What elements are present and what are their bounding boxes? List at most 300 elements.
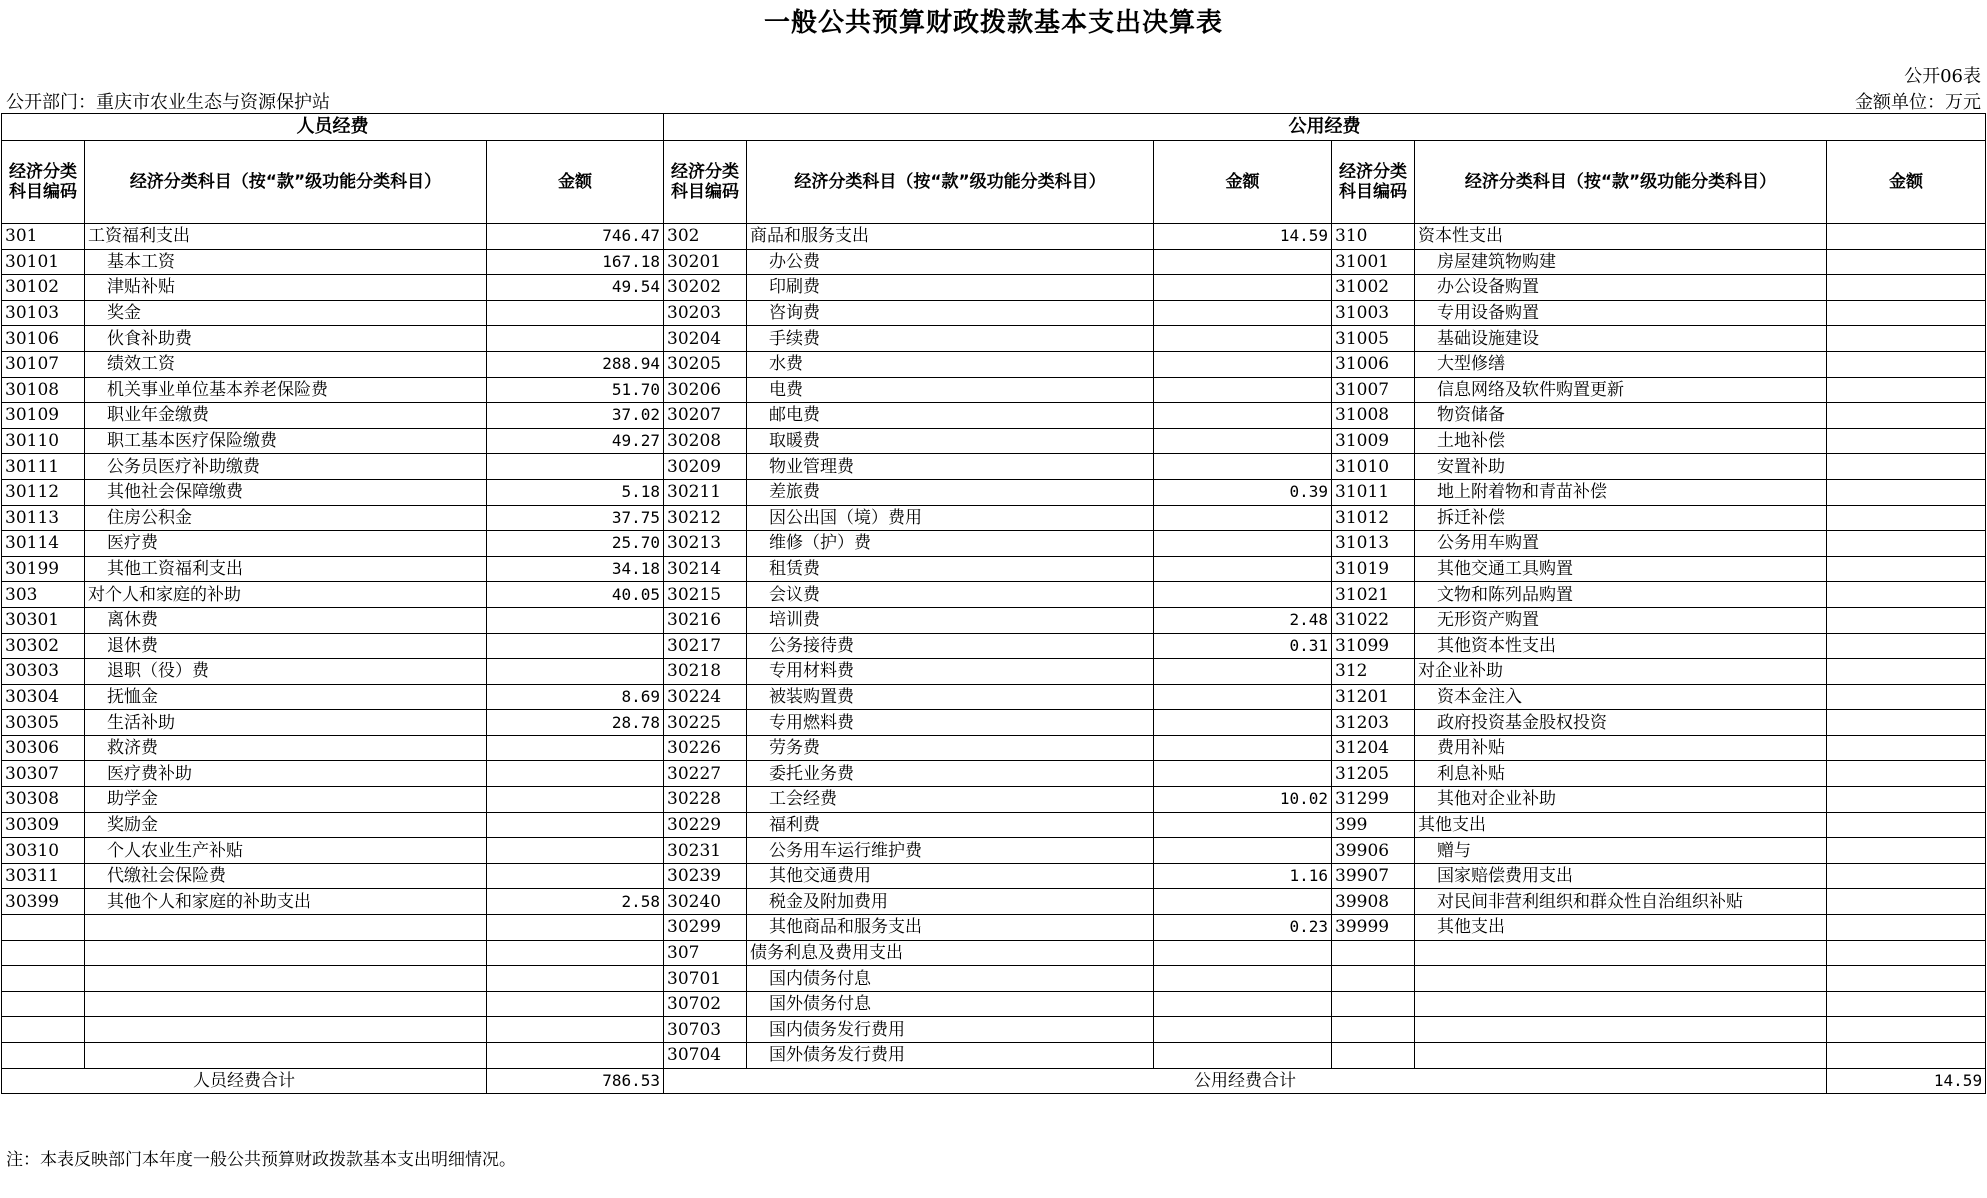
cell-code: 30307 bbox=[2, 761, 85, 787]
cell-amount bbox=[1154, 275, 1332, 301]
table-row bbox=[2, 224, 1986, 250]
header-code: 经济分类科目编码 bbox=[1332, 141, 1415, 224]
cell-name: 其他商品和服务支出 bbox=[747, 915, 1154, 941]
cell-name: 税金及附加费用 bbox=[747, 889, 1154, 915]
cell-amount bbox=[1154, 300, 1332, 326]
cell-code: 30216 bbox=[664, 607, 747, 633]
cell-amount: 1.16 bbox=[1154, 863, 1332, 889]
cell-amount bbox=[1827, 991, 1986, 1017]
cell-code: 30212 bbox=[664, 505, 747, 531]
cell-name: 奖金 bbox=[85, 300, 487, 326]
table-row bbox=[2, 582, 1986, 608]
cell-name bbox=[85, 1043, 487, 1069]
cell-name: 国外债务发行费用 bbox=[747, 1043, 1154, 1069]
table-row bbox=[2, 403, 1986, 429]
cell-name: 差旅费 bbox=[747, 479, 1154, 505]
cell-amount bbox=[1827, 812, 1986, 838]
cell-name: 信息网络及软件购置更新 bbox=[1415, 377, 1827, 403]
cell-code: 39906 bbox=[1332, 838, 1415, 864]
header-name: 经济分类科目（按“款”级功能分类科目） bbox=[1415, 141, 1827, 224]
cell-name: 地上附着物和青苗补偿 bbox=[1415, 479, 1827, 505]
table-row bbox=[2, 812, 1986, 838]
cell-name: 医疗费补助 bbox=[85, 761, 487, 787]
cell-amount bbox=[1827, 531, 1986, 557]
cell-amount bbox=[1154, 735, 1332, 761]
cell-code: 30304 bbox=[2, 684, 85, 710]
form-number: 公开06表 bbox=[1904, 66, 1981, 87]
cell-code: 39908 bbox=[1332, 889, 1415, 915]
table-row bbox=[2, 1043, 1986, 1069]
cell-amount bbox=[1827, 454, 1986, 480]
table-row bbox=[2, 479, 1986, 505]
cell-name: 国家赔偿费用支出 bbox=[1415, 863, 1827, 889]
cell-amount bbox=[487, 326, 664, 352]
cell-code: 30399 bbox=[2, 889, 85, 915]
cell-code: 30703 bbox=[664, 1017, 747, 1043]
cell-code: 39999 bbox=[1332, 915, 1415, 941]
cell-amount: 51.70 bbox=[487, 377, 664, 403]
cell-amount bbox=[1154, 684, 1332, 710]
table-row bbox=[2, 454, 1986, 480]
cell-name: 津贴补贴 bbox=[85, 275, 487, 301]
table-row bbox=[2, 659, 1986, 685]
header-code: 经济分类科目编码 bbox=[2, 141, 85, 224]
cell-amount bbox=[1827, 1017, 1986, 1043]
cell-amount: 37.75 bbox=[487, 505, 664, 531]
cell-name: 绩效工资 bbox=[85, 351, 487, 377]
cell-code: 30308 bbox=[2, 787, 85, 813]
cell-name: 福利费 bbox=[747, 812, 1154, 838]
header-name: 经济分类科目（按“款”级功能分类科目） bbox=[85, 141, 487, 224]
cell-amount bbox=[1827, 505, 1986, 531]
table-row bbox=[2, 377, 1986, 403]
personnel-total-label: 人员经费合计 bbox=[2, 1068, 487, 1094]
cell-amount bbox=[1154, 659, 1332, 685]
cell-amount bbox=[487, 659, 664, 685]
cell-amount bbox=[1827, 735, 1986, 761]
cell-name: 其他个人和家庭的补助支出 bbox=[85, 889, 487, 915]
cell-amount bbox=[1827, 582, 1986, 608]
cell-code: 31010 bbox=[1332, 454, 1415, 480]
cell-amount: 28.78 bbox=[487, 710, 664, 736]
cell-amount bbox=[1154, 582, 1332, 608]
cell-name bbox=[85, 966, 487, 992]
cell-name bbox=[1415, 1043, 1827, 1069]
table-row bbox=[2, 684, 1986, 710]
cell-code: 30309 bbox=[2, 812, 85, 838]
cell-name bbox=[1415, 940, 1827, 966]
header-amount: 金额 bbox=[1154, 141, 1332, 224]
cell-name: 资本金注入 bbox=[1415, 684, 1827, 710]
cell-code: 30303 bbox=[2, 659, 85, 685]
cell-name: 对个人和家庭的补助 bbox=[85, 582, 487, 608]
cell-name: 工会经费 bbox=[747, 787, 1154, 813]
cell-code: 30113 bbox=[2, 505, 85, 531]
cell-code: 30301 bbox=[2, 607, 85, 633]
cell-amount: 14.59 bbox=[1154, 224, 1332, 250]
table-row bbox=[2, 633, 1986, 659]
cell-code: 30201 bbox=[664, 249, 747, 275]
cell-code bbox=[2, 991, 85, 1017]
cell-code: 30218 bbox=[664, 659, 747, 685]
cell-amount bbox=[1154, 428, 1332, 454]
cell-name: 其他支出 bbox=[1415, 915, 1827, 941]
cell-code: 31003 bbox=[1332, 300, 1415, 326]
table-row bbox=[2, 838, 1986, 864]
cell-name: 基本工资 bbox=[85, 249, 487, 275]
cell-name: 其他交通费用 bbox=[747, 863, 1154, 889]
cell-code: 31002 bbox=[1332, 275, 1415, 301]
cell-name: 因公出国（境）费用 bbox=[747, 505, 1154, 531]
cell-code: 30704 bbox=[664, 1043, 747, 1069]
cell-amount: 288.94 bbox=[487, 351, 664, 377]
cell-amount bbox=[487, 787, 664, 813]
cell-code: 302 bbox=[664, 224, 747, 250]
table-row bbox=[2, 505, 1986, 531]
cell-amount bbox=[1827, 940, 1986, 966]
cell-name: 专用材料费 bbox=[747, 659, 1154, 685]
cell-name: 取暖费 bbox=[747, 428, 1154, 454]
cell-name: 住房公积金 bbox=[85, 505, 487, 531]
cell-name: 其他交通工具购置 bbox=[1415, 556, 1827, 582]
cell-name: 公务接待费 bbox=[747, 633, 1154, 659]
table-row bbox=[2, 940, 1986, 966]
cell-name: 其他资本性支出 bbox=[1415, 633, 1827, 659]
cell-name: 办公设备购置 bbox=[1415, 275, 1827, 301]
cell-name: 印刷费 bbox=[747, 275, 1154, 301]
cell-code bbox=[2, 966, 85, 992]
cell-code: 30110 bbox=[2, 428, 85, 454]
cell-amount bbox=[1827, 889, 1986, 915]
table-body bbox=[2, 224, 1986, 1069]
cell-code: 31009 bbox=[1332, 428, 1415, 454]
cell-amount bbox=[1827, 249, 1986, 275]
cell-name: 公务用车运行维护费 bbox=[747, 838, 1154, 864]
cell-amount: 10.02 bbox=[1154, 787, 1332, 813]
cell-code: 30299 bbox=[664, 915, 747, 941]
cell-code: 30211 bbox=[664, 479, 747, 505]
cell-code: 31006 bbox=[1332, 351, 1415, 377]
cell-code: 30228 bbox=[664, 787, 747, 813]
cell-amount bbox=[1154, 351, 1332, 377]
cell-code: 310 bbox=[1332, 224, 1415, 250]
cell-code: 31205 bbox=[1332, 761, 1415, 787]
cell-code: 30111 bbox=[2, 454, 85, 480]
cell-name: 伙食补助费 bbox=[85, 326, 487, 352]
cell-code: 30240 bbox=[664, 889, 747, 915]
cell-amount bbox=[1827, 1043, 1986, 1069]
cell-amount bbox=[487, 812, 664, 838]
cell-name: 培训费 bbox=[747, 607, 1154, 633]
table-row bbox=[2, 607, 1986, 633]
cell-code: 30114 bbox=[2, 531, 85, 557]
cell-code: 30702 bbox=[664, 991, 747, 1017]
cell-amount: 5.18 bbox=[487, 479, 664, 505]
cell-name bbox=[1415, 966, 1827, 992]
cell-code: 31012 bbox=[1332, 505, 1415, 531]
cell-amount bbox=[487, 454, 664, 480]
cell-amount: 49.54 bbox=[487, 275, 664, 301]
header-code: 经济分类科目编码 bbox=[664, 141, 747, 224]
cell-amount bbox=[1154, 531, 1332, 557]
cell-amount bbox=[1154, 838, 1332, 864]
cell-name: 电费 bbox=[747, 377, 1154, 403]
table-row bbox=[2, 761, 1986, 787]
cell-code: 307 bbox=[664, 940, 747, 966]
cell-name: 其他支出 bbox=[1415, 812, 1827, 838]
cell-code: 30209 bbox=[664, 454, 747, 480]
cell-code: 301 bbox=[2, 224, 85, 250]
cell-name: 专用燃料费 bbox=[747, 710, 1154, 736]
cell-amount bbox=[1827, 838, 1986, 864]
cell-amount bbox=[487, 966, 664, 992]
cell-amount: 746.47 bbox=[487, 224, 664, 250]
cell-amount bbox=[487, 1017, 664, 1043]
cell-code bbox=[2, 1017, 85, 1043]
table-row bbox=[2, 1017, 1986, 1043]
cell-name: 无形资产购置 bbox=[1415, 607, 1827, 633]
cell-code: 30109 bbox=[2, 403, 85, 429]
cell-name: 机关事业单位基本养老保险费 bbox=[85, 377, 487, 403]
cell-code: 30215 bbox=[664, 582, 747, 608]
cell-name: 退休费 bbox=[85, 633, 487, 659]
table-row bbox=[2, 351, 1986, 377]
cell-name: 大型修缮 bbox=[1415, 351, 1827, 377]
cell-amount: 0.23 bbox=[1154, 915, 1332, 941]
cell-code: 30205 bbox=[664, 351, 747, 377]
cell-code bbox=[1332, 991, 1415, 1017]
cell-amount: 49.27 bbox=[487, 428, 664, 454]
cell-amount bbox=[1154, 889, 1332, 915]
header-name: 经济分类科目（按“款”级功能分类科目） bbox=[747, 141, 1154, 224]
cell-name: 职工基本医疗保险缴费 bbox=[85, 428, 487, 454]
cell-name: 国外债务付息 bbox=[747, 991, 1154, 1017]
table-row bbox=[2, 787, 1986, 813]
cell-code: 30213 bbox=[664, 531, 747, 557]
cell-name bbox=[1415, 991, 1827, 1017]
cell-name: 助学金 bbox=[85, 787, 487, 813]
cell-code: 399 bbox=[1332, 812, 1415, 838]
cell-name: 土地补偿 bbox=[1415, 428, 1827, 454]
cell-amount: 25.70 bbox=[487, 531, 664, 557]
table-row bbox=[2, 326, 1986, 352]
cell-code: 30202 bbox=[664, 275, 747, 301]
cell-amount bbox=[487, 863, 664, 889]
cell-code: 30206 bbox=[664, 377, 747, 403]
cell-amount bbox=[1154, 1043, 1332, 1069]
cell-code: 31204 bbox=[1332, 735, 1415, 761]
table-row bbox=[2, 735, 1986, 761]
cell-code: 31299 bbox=[1332, 787, 1415, 813]
cell-name: 费用补贴 bbox=[1415, 735, 1827, 761]
cell-amount bbox=[487, 761, 664, 787]
department-label: 公开部门：重庆市农业生态与资源保护站 bbox=[6, 92, 330, 113]
cell-amount bbox=[1154, 966, 1332, 992]
cell-code: 30107 bbox=[2, 351, 85, 377]
cell-code bbox=[1332, 966, 1415, 992]
cell-code bbox=[2, 940, 85, 966]
cell-amount: 0.39 bbox=[1154, 479, 1332, 505]
cell-name: 对民间非营利组织和群众性自治组织补贴 bbox=[1415, 889, 1827, 915]
cell-amount bbox=[1827, 403, 1986, 429]
cell-amount bbox=[1827, 377, 1986, 403]
totals-row bbox=[2, 1068, 1986, 1094]
cell-name: 职业年金缴费 bbox=[85, 403, 487, 429]
cell-code: 31019 bbox=[1332, 556, 1415, 582]
cell-code: 30101 bbox=[2, 249, 85, 275]
cell-amount bbox=[487, 940, 664, 966]
cell-amount bbox=[1154, 454, 1332, 480]
cell-amount bbox=[487, 735, 664, 761]
cell-amount: 167.18 bbox=[487, 249, 664, 275]
header-amount: 金额 bbox=[487, 141, 664, 224]
cell-code: 30217 bbox=[664, 633, 747, 659]
cell-amount bbox=[1154, 505, 1332, 531]
cell-code: 30103 bbox=[2, 300, 85, 326]
cell-name: 被装购置费 bbox=[747, 684, 1154, 710]
cell-code: 30106 bbox=[2, 326, 85, 352]
table-row bbox=[2, 428, 1986, 454]
cell-name: 房屋建筑物购建 bbox=[1415, 249, 1827, 275]
cell-amount bbox=[1827, 633, 1986, 659]
cell-amount bbox=[1827, 761, 1986, 787]
cell-amount bbox=[1154, 249, 1332, 275]
cell-code: 30214 bbox=[664, 556, 747, 582]
cell-code: 30207 bbox=[664, 403, 747, 429]
public-total-label: 公用经费合计 bbox=[664, 1068, 1827, 1094]
cell-amount bbox=[1827, 915, 1986, 941]
cell-name: 拆迁补偿 bbox=[1415, 505, 1827, 531]
cell-code: 31007 bbox=[1332, 377, 1415, 403]
cell-name: 其他工资福利支出 bbox=[85, 556, 487, 582]
cell-code bbox=[1332, 940, 1415, 966]
header-amount: 金额 bbox=[1827, 141, 1986, 224]
cell-code: 30108 bbox=[2, 377, 85, 403]
cell-name: 水费 bbox=[747, 351, 1154, 377]
cell-amount: 2.58 bbox=[487, 889, 664, 915]
cell-amount bbox=[1154, 991, 1332, 1017]
table-row bbox=[2, 249, 1986, 275]
cell-name bbox=[85, 915, 487, 941]
cell-name: 代缴社会保险费 bbox=[85, 863, 487, 889]
group-header-personnel: 人员经费 bbox=[2, 114, 664, 141]
cell-name: 救济费 bbox=[85, 735, 487, 761]
cell-code: 30302 bbox=[2, 633, 85, 659]
cell-code: 30102 bbox=[2, 275, 85, 301]
cell-name bbox=[85, 1017, 487, 1043]
cell-amount bbox=[1827, 275, 1986, 301]
table-row bbox=[2, 710, 1986, 736]
cell-name: 劳务费 bbox=[747, 735, 1154, 761]
cell-amount bbox=[1827, 428, 1986, 454]
table-row bbox=[2, 863, 1986, 889]
table-row bbox=[2, 991, 1986, 1017]
cell-code: 31005 bbox=[1332, 326, 1415, 352]
cell-name: 工资福利支出 bbox=[85, 224, 487, 250]
cell-amount bbox=[487, 838, 664, 864]
cell-name: 债务利息及费用支出 bbox=[747, 940, 1154, 966]
cell-code bbox=[1332, 1017, 1415, 1043]
cell-name: 邮电费 bbox=[747, 403, 1154, 429]
expenditure-table bbox=[1, 113, 1986, 1094]
cell-code: 31099 bbox=[1332, 633, 1415, 659]
cell-amount: 37.02 bbox=[487, 403, 664, 429]
cell-name: 退职（役）费 bbox=[85, 659, 487, 685]
cell-code: 31022 bbox=[1332, 607, 1415, 633]
cell-code: 30701 bbox=[664, 966, 747, 992]
cell-amount bbox=[1154, 556, 1332, 582]
cell-code: 31001 bbox=[1332, 249, 1415, 275]
cell-name: 生活补助 bbox=[85, 710, 487, 736]
cell-amount bbox=[1154, 326, 1332, 352]
cell-code: 30310 bbox=[2, 838, 85, 864]
cell-amount bbox=[487, 915, 664, 941]
cell-amount bbox=[1827, 710, 1986, 736]
cell-code bbox=[2, 915, 85, 941]
cell-name: 离休费 bbox=[85, 607, 487, 633]
cell-name bbox=[85, 940, 487, 966]
cell-code: 30203 bbox=[664, 300, 747, 326]
cell-name: 商品和服务支出 bbox=[747, 224, 1154, 250]
cell-amount bbox=[1154, 377, 1332, 403]
cell-name: 手续费 bbox=[747, 326, 1154, 352]
cell-code: 30239 bbox=[664, 863, 747, 889]
cell-amount: 8.69 bbox=[487, 684, 664, 710]
cell-name: 对企业补助 bbox=[1415, 659, 1827, 685]
cell-name: 基础设施建设 bbox=[1415, 326, 1827, 352]
cell-code: 31201 bbox=[1332, 684, 1415, 710]
cell-name: 安置补助 bbox=[1415, 454, 1827, 480]
cell-name: 医疗费 bbox=[85, 531, 487, 557]
cell-code: 30112 bbox=[2, 479, 85, 505]
unit-label: 金额单位：万元 bbox=[1855, 92, 1981, 113]
table-row bbox=[2, 556, 1986, 582]
cell-name: 资本性支出 bbox=[1415, 224, 1827, 250]
cell-amount bbox=[487, 1043, 664, 1069]
cell-amount bbox=[1154, 940, 1332, 966]
cell-name: 个人农业生产补贴 bbox=[85, 838, 487, 864]
table-row bbox=[2, 300, 1986, 326]
cell-name: 物资储备 bbox=[1415, 403, 1827, 429]
cell-code: 30225 bbox=[664, 710, 747, 736]
cell-amount bbox=[1827, 326, 1986, 352]
cell-amount bbox=[1827, 659, 1986, 685]
cell-code: 30208 bbox=[664, 428, 747, 454]
cell-code: 30204 bbox=[664, 326, 747, 352]
cell-code: 30227 bbox=[664, 761, 747, 787]
table-row bbox=[2, 275, 1986, 301]
cell-code: 30311 bbox=[2, 863, 85, 889]
cell-amount bbox=[1827, 556, 1986, 582]
cell-name: 国内债务付息 bbox=[747, 966, 1154, 992]
cell-name: 专用设备购置 bbox=[1415, 300, 1827, 326]
cell-name: 国内债务发行费用 bbox=[747, 1017, 1154, 1043]
cell-code: 30306 bbox=[2, 735, 85, 761]
cell-code: 30231 bbox=[664, 838, 747, 864]
cell-name: 奖励金 bbox=[85, 812, 487, 838]
cell-amount bbox=[487, 991, 664, 1017]
cell-amount bbox=[487, 300, 664, 326]
cell-name: 其他对企业补助 bbox=[1415, 787, 1827, 813]
cell-amount bbox=[1154, 1017, 1332, 1043]
cell-name bbox=[85, 991, 487, 1017]
cell-amount: 34.18 bbox=[487, 556, 664, 582]
page-title: 一般公共预算财政拨款基本支出决算表 bbox=[763, 8, 1223, 38]
cell-name: 办公费 bbox=[747, 249, 1154, 275]
cell-code: 303 bbox=[2, 582, 85, 608]
cell-code: 31013 bbox=[1332, 531, 1415, 557]
cell-name: 维修（护）费 bbox=[747, 531, 1154, 557]
